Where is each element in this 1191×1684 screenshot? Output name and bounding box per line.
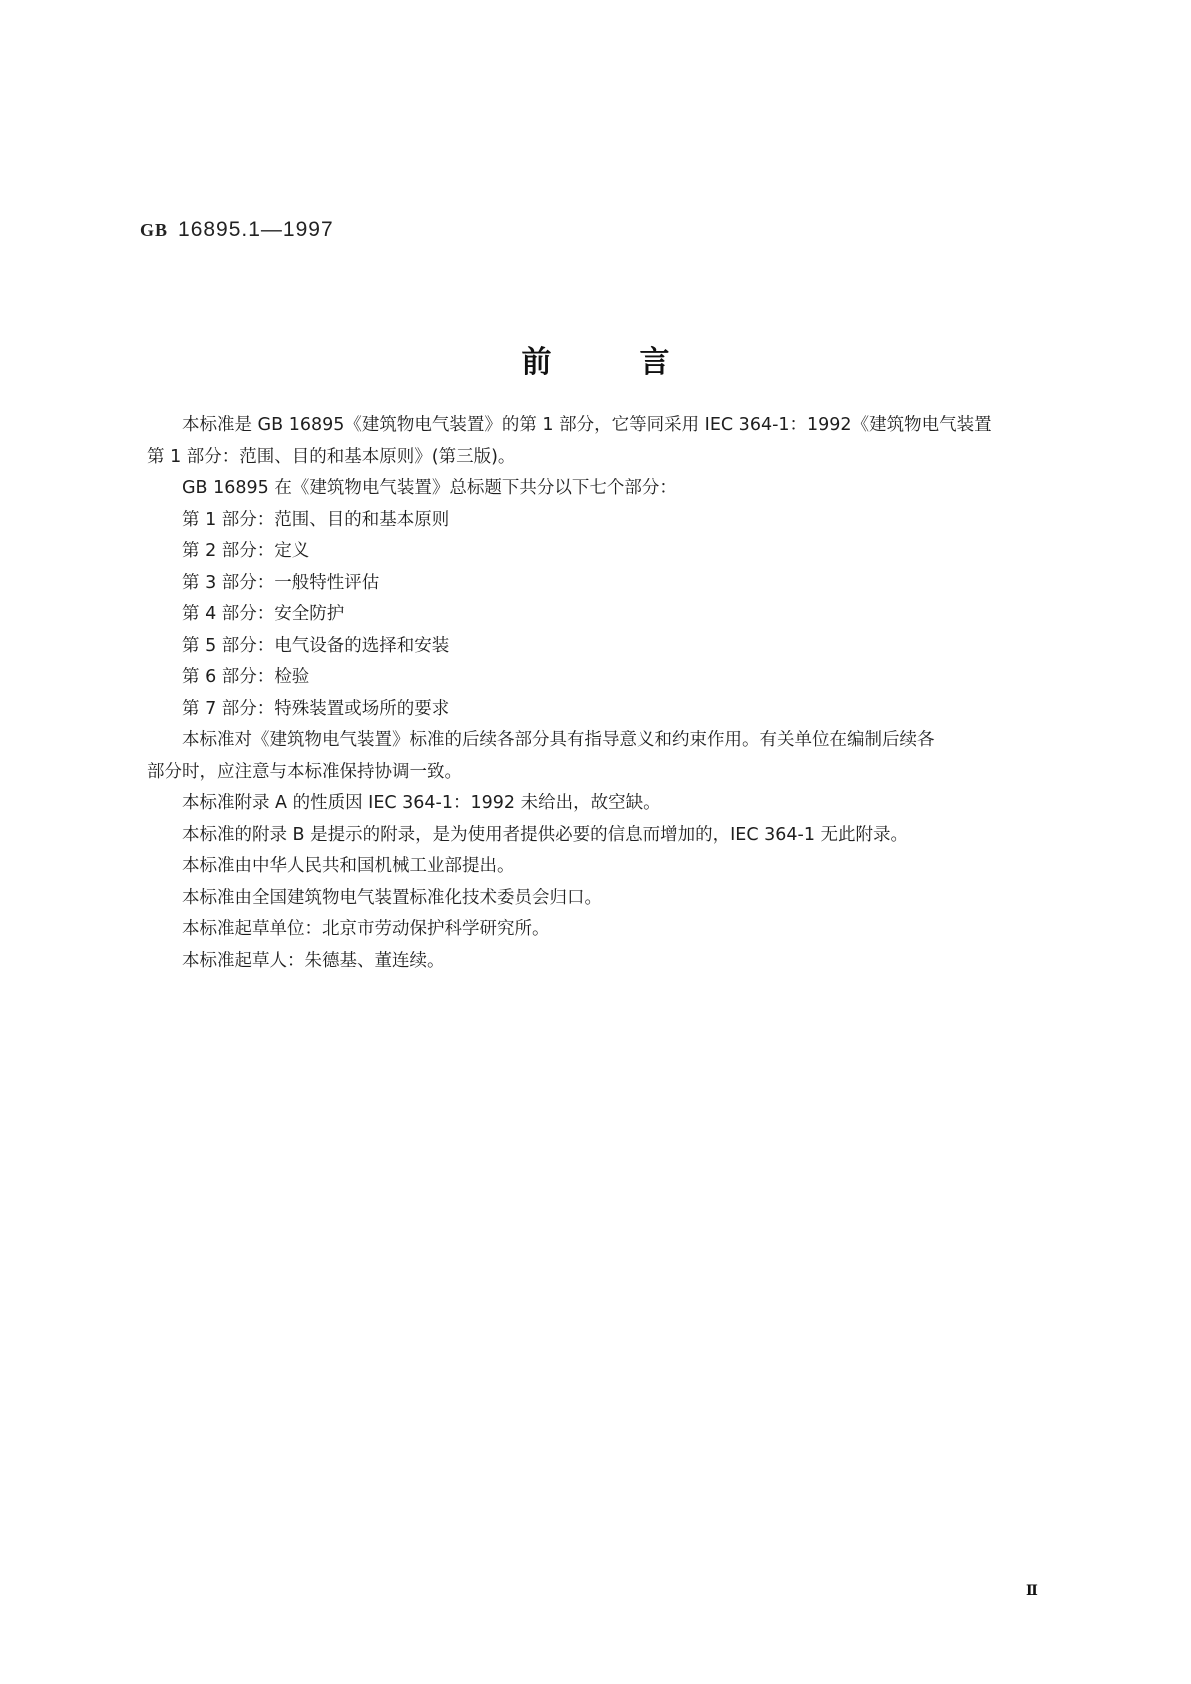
part-item-3: 第 3 部分：一般特性评估	[182, 572, 380, 593]
part-item-4: 第 4 部分：安全防护	[182, 604, 345, 624]
paragraph-drafting-unit: 本标准起草单位：北京市劳动保护科学研究所。	[182, 919, 550, 939]
paragraph-annex-b: 本标准的附录 B 是提示的附录，是为使用者提供必要的信息而增加的，IEC 364-1 无此附录。	[182, 824, 909, 845]
part-item-1: 第 1 部分：范围、目的和基本原则	[182, 509, 450, 530]
page-title	[0, 337, 1191, 381]
standard-number: 16895.1—1997	[178, 218, 334, 241]
title-char-1: 前	[521, 345, 552, 380]
standard-code	[140, 218, 334, 242]
part-item-2: 第 2 部分：定义	[182, 541, 310, 561]
paragraph-drafters: 本标准起草人：朱德基、董连续。	[182, 950, 445, 971]
gb-label: GB	[140, 220, 169, 240]
paragraph-2: GB 16895 在《建筑物电气装置》总标题下共分以下七个部分：	[182, 478, 677, 498]
part-item-7: 第 7 部分：特殊装置或场所的要求	[182, 698, 450, 719]
paragraph-guidance-line-1: 本标准对《建筑物电气装置》标准的后续各部分具有指导意义和约束作用。有关单位在编制后续各	[182, 730, 935, 750]
part-item-5: 第 5 部分：电气设备的选择和安装	[182, 635, 450, 656]
paragraph-proposed-by: 本标准由中华人民共和国机械工业部提出。	[182, 856, 515, 876]
paragraph-1-line-2: 第 1 部分：范围、目的和基本原则》(第三版)。	[147, 446, 516, 467]
foreword-body	[147, 410, 1062, 977]
part-item-6: 第 6 部分：检验	[182, 667, 310, 687]
paragraph-annex-a: 本标准附录 A 的性质因 IEC 364-1：1992 未给出，故空缺。	[182, 793, 661, 813]
paragraph-guidance-line-2: 部分时，应注意与本标准保持协调一致。	[147, 761, 462, 782]
page-number: Ⅱ	[1026, 1583, 1038, 1599]
paragraph-centralized-by: 本标准由全国建筑物电气装置标准化技术委员会归口。	[182, 887, 602, 908]
paragraph-1-line-1: 本标准是 GB 16895《建筑物电气装置》的第 1 部分，它等同采用 IEC 364-1：1992《建筑物电气装置	[182, 415, 992, 435]
title-char-2: 言	[639, 345, 670, 380]
